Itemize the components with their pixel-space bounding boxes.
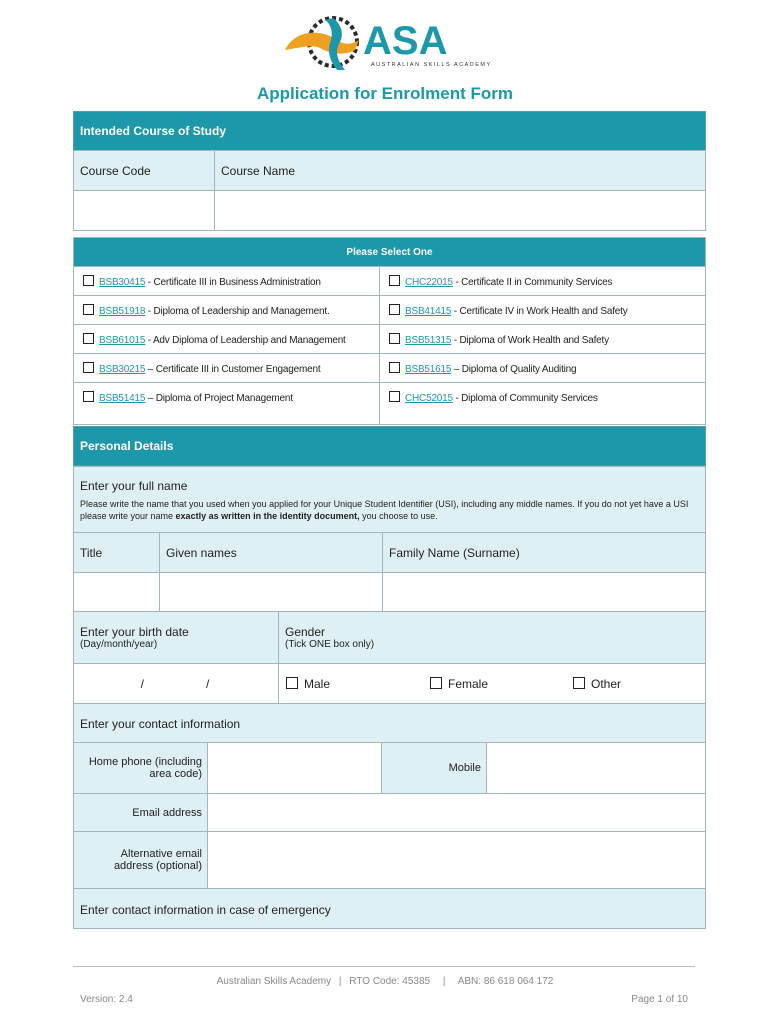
gender-option-female[interactable]	[430, 677, 573, 691]
course-name-field[interactable]	[215, 191, 706, 231]
personal-section-header: Personal Details	[73, 426, 706, 466]
course-select-table	[73, 237, 706, 425]
course-option[interactable]	[74, 383, 380, 425]
course-table	[73, 150, 706, 231]
version-label: Version: 2.4	[80, 994, 133, 1005]
footer-abn: ABN: 86 618 064 172	[457, 976, 554, 987]
gender-option-label: Other	[591, 676, 622, 691]
course-option-text: - Certificate II in Community Services	[452, 276, 613, 288]
email-label: Email address	[74, 794, 208, 832]
birth-date-hint: (Day/month/year)	[80, 639, 158, 650]
course-code-link[interactable]: BSB51415	[99, 393, 146, 404]
course-name-label: Course Name	[215, 151, 706, 191]
course-option[interactable]	[74, 267, 380, 296]
course-code-link[interactable]: BSB30215	[99, 363, 146, 375]
course-option-text: – Diploma of Quality Auditing	[451, 363, 577, 375]
checkbox-icon[interactable]	[389, 362, 400, 373]
checkbox-icon[interactable]	[389, 275, 400, 286]
course-code-link[interactable]: BSB51615	[405, 363, 452, 375]
title-field[interactable]	[74, 573, 160, 613]
checkbox-icon[interactable]	[83, 362, 94, 373]
course-code-link[interactable]: BSB51918	[99, 305, 146, 317]
course-code-label: Course Code	[74, 151, 215, 191]
birth-gender-table	[73, 611, 706, 704]
mobile-field[interactable]	[487, 743, 706, 794]
course-option-text: - Adv Diploma of Leadership and Management	[145, 334, 346, 346]
gender-label: Gender	[285, 625, 326, 639]
course-option[interactable]	[380, 325, 706, 354]
course-code-link[interactable]: BSB51315	[405, 334, 452, 346]
gender-option-label: Female	[448, 676, 489, 691]
fullname-instructions	[80, 498, 699, 522]
gender-label-cell	[279, 612, 706, 664]
instructions-text: Please write the name that you used when you applied for your Unique Student Identifier (USI), including any middle names. If you do not yet have a USI please write your name	[80, 499, 689, 521]
instructions-bold: exactly as written in the identity document,	[175, 511, 360, 521]
title-label: Title	[74, 533, 160, 573]
home-phone-field[interactable]	[208, 743, 382, 794]
checkbox-icon[interactable]	[83, 275, 94, 286]
course-section-header: Intended Course of Study	[73, 111, 706, 151]
gender-option-male[interactable]	[286, 677, 430, 691]
course-option[interactable]	[74, 325, 380, 354]
home-phone-label: Home phone (including area code)	[74, 743, 208, 794]
asa-logo	[275, 10, 495, 76]
checkbox-icon[interactable]	[573, 677, 585, 689]
checkbox-icon[interactable]	[389, 391, 400, 402]
gender-options	[279, 664, 706, 704]
course-code-link[interactable]: BSB61015	[99, 334, 146, 346]
course-option-text: - Diploma of Work Health and Safety	[451, 334, 609, 346]
select-header: Please Select One	[74, 238, 706, 267]
alt-email-field[interactable]	[208, 832, 706, 889]
course-code-link[interactable]: CHC52015	[405, 393, 453, 404]
checkbox-icon[interactable]	[389, 304, 400, 315]
checkbox-icon[interactable]	[83, 391, 94, 402]
course-option-text: - Certificate IV in Work Health and Safety	[451, 305, 628, 317]
course-code-field[interactable]	[74, 191, 215, 231]
given-names-label: Given names	[160, 533, 383, 573]
course-option[interactable]	[74, 296, 380, 325]
logo-tagline: AUSTRALIAN SKILLS ACADEMY	[371, 62, 492, 68]
gender-hint: (Tick ONE box only)	[285, 639, 375, 650]
name-table	[73, 532, 706, 613]
footer-rto: RTO Code: 45385	[349, 976, 431, 987]
birth-date-label-cell	[74, 612, 279, 664]
birth-date-label: Enter your birth date	[80, 625, 189, 639]
instructions-text-end: you choose to use.	[359, 511, 438, 521]
footer-divider	[73, 966, 695, 967]
family-name-label: Family Name (Surname)	[383, 533, 706, 573]
form-title: Application for Enrolment Form	[257, 84, 513, 103]
course-option[interactable]	[380, 267, 706, 296]
course-option-text: – Diploma of Project Management	[145, 393, 293, 404]
given-names-field[interactable]	[160, 573, 383, 613]
course-option[interactable]	[380, 383, 706, 425]
birth-date-field[interactable]	[74, 664, 279, 704]
emergency-contact-label: Enter contact information in case of emergency	[73, 888, 706, 929]
contact-table	[73, 742, 706, 889]
course-option[interactable]	[380, 296, 706, 325]
family-name-field[interactable]	[383, 573, 706, 613]
course-code-link[interactable]: CHC22015	[405, 276, 453, 288]
checkbox-icon[interactable]	[83, 333, 94, 344]
course-option[interactable]	[74, 354, 380, 383]
course-option-text: - Diploma of Leadership and Management.	[145, 305, 330, 317]
checkbox-icon[interactable]	[286, 677, 298, 689]
gender-option-label: Male	[304, 676, 331, 691]
date-separator: /	[206, 676, 210, 691]
alt-email-label: Alternative email address (optional)	[74, 832, 208, 889]
course-option-text: - Diploma of Community Services	[452, 393, 598, 404]
course-code-link[interactable]: BSB41415	[405, 305, 452, 317]
footer-info	[0, 976, 770, 987]
date-separator: /	[140, 676, 144, 691]
email-field[interactable]	[208, 794, 706, 832]
course-option[interactable]	[380, 354, 706, 383]
footer-separator: |	[442, 976, 446, 987]
checkbox-icon[interactable]	[83, 304, 94, 315]
page-number: Page 1 of 10	[631, 994, 688, 1005]
fullname-block	[73, 466, 706, 533]
logo-text: ASA	[363, 19, 448, 63]
course-option-text: – Certificate III in Customer Engagement	[145, 363, 321, 375]
footer-separator: |	[338, 976, 342, 987]
mobile-label: Mobile	[382, 743, 487, 794]
course-code-link[interactable]: BSB30415	[99, 276, 146, 288]
checkbox-icon[interactable]	[389, 333, 400, 344]
course-option-text: - Certificate III in Business Administration	[145, 276, 321, 288]
gender-option-other[interactable]	[573, 677, 621, 691]
contact-info-label: Enter your contact information	[73, 703, 706, 743]
kangaroo-gear-logo-icon	[275, 10, 495, 76]
fullname-label: Enter your full name	[80, 479, 188, 493]
footer-org: Australian Skills Academy	[216, 976, 332, 987]
checkbox-icon[interactable]	[430, 677, 442, 689]
